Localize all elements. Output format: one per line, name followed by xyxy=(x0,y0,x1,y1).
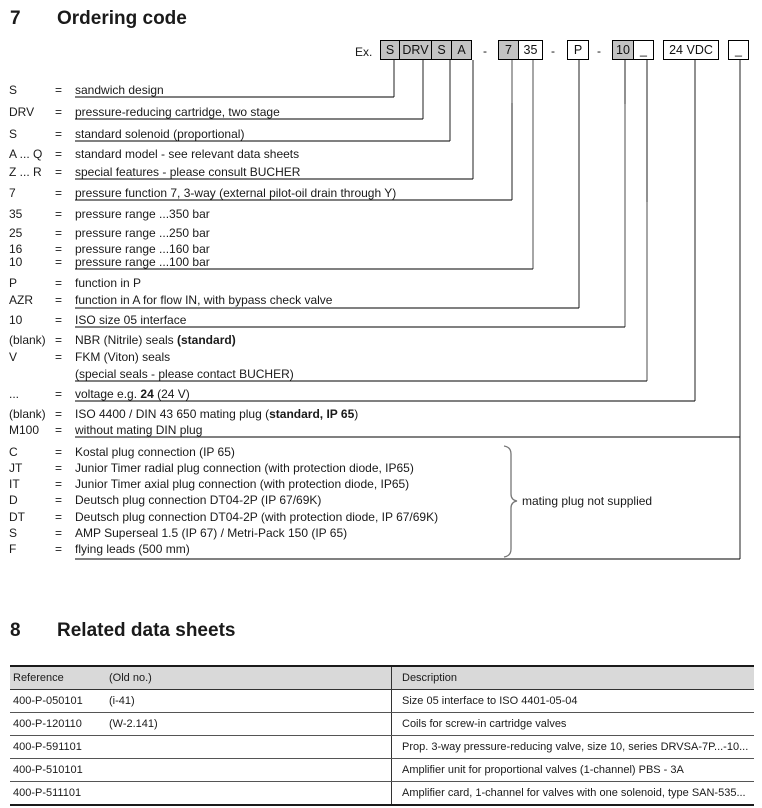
code-value: F xyxy=(9,542,17,556)
code-value: V xyxy=(9,350,18,364)
desc-text: special features - please consult BUCHER xyxy=(75,165,301,179)
code-row xyxy=(0,148,762,162)
code-value: A ... Q xyxy=(9,147,43,161)
description-cell: Amplifier card, 1-channel for valves with one solenoid, type SAN-535... xyxy=(392,782,755,806)
related-data-sheets-table xyxy=(10,665,754,806)
code-row xyxy=(0,446,762,460)
code-description xyxy=(75,208,210,221)
code-description xyxy=(75,277,141,290)
code-box-port-function xyxy=(567,40,589,60)
equals-sign: = xyxy=(55,293,63,307)
description-cell: Size 05 interface to ISO 4401-05-04 xyxy=(392,690,755,713)
code-value: D xyxy=(9,493,18,507)
code-value: IT xyxy=(9,477,20,491)
code-row xyxy=(0,187,762,201)
equals-sign: = xyxy=(55,186,63,200)
code-row xyxy=(0,294,762,308)
code-value: S xyxy=(9,83,18,97)
code-box-label: S xyxy=(385,43,395,57)
equals-sign: = xyxy=(55,350,63,364)
section-number: 7 xyxy=(10,8,21,29)
section-title: Ordering code xyxy=(57,8,187,29)
code-description xyxy=(75,527,347,540)
code-description xyxy=(75,408,358,421)
example-label: Ex. xyxy=(355,45,373,59)
code-row xyxy=(0,527,762,541)
desc-text: Deutsch plug connection DT04-2P (with protection diode, IP 67/69K) xyxy=(75,510,439,524)
equals-sign: = xyxy=(55,276,63,290)
code-row xyxy=(0,388,762,402)
equals-sign: = xyxy=(55,477,63,491)
old-no-cell: (W-2.141) xyxy=(106,713,392,736)
desc-text: pressure range ...160 bar xyxy=(75,242,210,256)
code-box-solenoid xyxy=(431,40,452,60)
code-description xyxy=(75,478,409,491)
code-description xyxy=(75,446,235,459)
code-value: JT xyxy=(9,461,23,475)
desc-text: pressure range ...350 bar xyxy=(75,207,210,221)
code-description xyxy=(75,368,294,381)
code-row xyxy=(0,166,762,180)
code-row xyxy=(0,368,762,382)
equals-sign: = xyxy=(55,226,63,240)
equals-sign: = xyxy=(55,127,63,141)
code-row xyxy=(0,128,762,142)
code-separator: - xyxy=(597,44,601,58)
reference-cell: 400-P-510101 xyxy=(10,759,106,782)
code-value: 10 xyxy=(9,313,23,327)
code-value: 16 xyxy=(9,242,23,256)
code-value: (blank) xyxy=(9,333,46,347)
code-value: P xyxy=(9,276,18,290)
code-box-label: _ xyxy=(735,43,742,57)
code-value: AZR xyxy=(9,293,33,307)
code-box-label: 35 xyxy=(523,43,538,57)
reference-cell: 400-P-120110 xyxy=(10,713,106,736)
code-row xyxy=(0,106,762,120)
desc-text: flying leads (500 mm) xyxy=(75,542,190,556)
equals-sign: = xyxy=(55,542,63,556)
code-value: 10 xyxy=(9,255,23,269)
code-row xyxy=(0,511,762,525)
code-box-interface xyxy=(612,40,634,60)
code-row xyxy=(0,208,762,222)
code-description xyxy=(75,227,210,240)
desc-text: (special seals - please contact BUCHER) xyxy=(75,367,294,381)
desc-text: ISO size 05 interface xyxy=(75,313,187,327)
section-number: 8 xyxy=(10,620,21,641)
equals-sign: = xyxy=(55,445,63,459)
code-description xyxy=(75,166,300,179)
code-row xyxy=(0,351,762,365)
code-box-label: 10 xyxy=(616,43,630,57)
code-row xyxy=(0,227,762,241)
brace-note: mating plug not supplied xyxy=(522,494,653,508)
code-box-model xyxy=(451,40,472,60)
table-row xyxy=(10,759,754,782)
code-value: Z ... R xyxy=(9,165,42,179)
code-box-label: 7 xyxy=(505,43,512,57)
code-value: DT xyxy=(9,510,25,524)
code-value: S xyxy=(9,526,18,540)
equals-sign: = xyxy=(55,423,63,437)
code-row xyxy=(0,256,762,270)
code-description xyxy=(75,256,210,269)
desc-text: function in P xyxy=(75,276,142,290)
desc-text: Deutsch plug connection DT04-2P (IP 67/69K) xyxy=(75,493,322,507)
code-description xyxy=(75,187,396,200)
code-value: ... xyxy=(9,387,20,401)
code-separator: - xyxy=(483,44,487,58)
equals-sign: = xyxy=(55,242,63,256)
column-header-description: Description xyxy=(392,666,755,690)
section-heading-related-data-sheets xyxy=(10,620,235,642)
description-cell: Amplifier unit for proportional valves (1-channel) PBS - 3A xyxy=(392,759,755,782)
code-row xyxy=(0,334,762,348)
reference-cell: 400-P-050101 xyxy=(10,690,106,713)
code-row xyxy=(0,314,762,328)
desc-post-text: (24 V) xyxy=(153,387,190,401)
equals-sign: = xyxy=(55,255,63,269)
code-row xyxy=(0,424,762,438)
desc-text: voltage e.g. xyxy=(75,387,141,401)
desc-bold-text: standard, IP 65 xyxy=(269,407,355,421)
column-header-old-no: (Old no.) xyxy=(106,666,392,690)
equals-sign: = xyxy=(55,105,63,119)
old-no-cell xyxy=(106,759,392,782)
code-box-plug xyxy=(728,40,749,60)
code-box-label: DRV xyxy=(402,43,429,57)
code-value: 35 xyxy=(9,207,23,221)
table-row xyxy=(10,782,754,806)
desc-text: FKM (Viton) seals xyxy=(75,350,171,364)
code-value: 25 xyxy=(9,226,23,240)
table-row xyxy=(10,690,754,713)
equals-sign: = xyxy=(55,407,63,421)
code-row xyxy=(0,408,762,422)
desc-text: NBR (Nitrile) seals xyxy=(75,333,178,347)
code-description xyxy=(75,294,332,307)
desc-text: pressure range ...100 bar xyxy=(75,255,210,269)
code-box-cartridge xyxy=(399,40,432,60)
equals-sign: = xyxy=(55,147,63,161)
old-no-cell xyxy=(106,736,392,759)
old-no-cell: (i-41) xyxy=(106,690,392,713)
table-header-row xyxy=(10,666,754,690)
section-title: Related data sheets xyxy=(57,620,236,641)
desc-text: without mating DIN plug xyxy=(75,423,203,437)
description-cell: Prop. 3-way pressure-reducing valve, size 10, series DRVSA-7P...-10... xyxy=(392,736,755,759)
code-row xyxy=(0,277,762,291)
code-row xyxy=(0,543,762,557)
code-box-label: A xyxy=(457,43,466,57)
code-description xyxy=(75,351,170,364)
desc-text: pressure function 7, 3-way (external pilot-oil drain through Y) xyxy=(75,186,397,200)
desc-text: ISO 4400 / DIN 43 650 mating plug ( xyxy=(75,407,270,421)
code-description xyxy=(75,128,244,141)
code-description xyxy=(75,84,164,97)
code-value: S xyxy=(9,127,18,141)
equals-sign: = xyxy=(55,313,63,327)
code-description xyxy=(75,511,438,524)
desc-text: Junior Timer axial plug connection (with protection diode, IP65) xyxy=(75,477,410,491)
code-description xyxy=(75,494,321,507)
code-box-pressure-range xyxy=(518,40,543,60)
equals-sign: = xyxy=(55,387,63,401)
code-description xyxy=(75,334,236,347)
table-row xyxy=(10,736,754,759)
old-no-cell xyxy=(106,782,392,806)
desc-text: sandwich design xyxy=(75,83,164,97)
equals-sign: = xyxy=(55,83,63,97)
section-heading-ordering-code xyxy=(10,8,187,30)
code-separator: - xyxy=(551,44,555,58)
reference-cell: 400-P-591101 xyxy=(10,736,106,759)
code-description xyxy=(75,424,202,437)
code-row xyxy=(0,478,762,492)
desc-bold-text: (standard) xyxy=(177,333,236,347)
desc-text: standard solenoid (proportional) xyxy=(75,127,245,141)
table-row xyxy=(10,713,754,736)
code-box-voltage xyxy=(663,40,719,60)
code-value: C xyxy=(9,445,18,459)
equals-sign: = xyxy=(55,461,63,475)
code-row xyxy=(0,84,762,98)
code-box-label: S xyxy=(437,43,446,57)
desc-bold-text: 24 xyxy=(140,387,154,401)
equals-sign: = xyxy=(55,207,63,221)
code-description xyxy=(75,106,280,119)
desc-text: Kostal plug connection (IP 65) xyxy=(75,445,235,459)
column-header-reference: Reference xyxy=(10,666,106,690)
desc-text: Junior Timer radial plug connection (with protection diode, IP65) xyxy=(75,461,414,475)
code-box-sandwich xyxy=(380,40,400,60)
desc-text: pressure-reducing cartridge, two stage xyxy=(75,105,280,119)
desc-text: standard model - see relevant data sheets xyxy=(75,147,300,161)
code-box-label: P xyxy=(573,43,583,57)
desc-post-text: ) xyxy=(354,407,359,421)
code-box-seals xyxy=(633,40,654,60)
code-value: DRV xyxy=(9,105,35,119)
code-box-function xyxy=(498,40,519,60)
desc-text: AMP Superseal 1.5 (IP 67) / Metri-Pack 150 (IP 65) xyxy=(75,526,348,540)
code-row xyxy=(0,462,762,476)
equals-sign: = xyxy=(55,333,63,347)
code-description xyxy=(75,314,186,327)
equals-sign: = xyxy=(55,493,63,507)
code-value: M100 xyxy=(9,423,40,437)
code-description xyxy=(75,543,190,556)
code-box-label: _ xyxy=(640,43,647,57)
code-box-label: 24 VDC xyxy=(669,43,713,57)
code-description xyxy=(75,388,190,401)
code-value: 7 xyxy=(9,186,16,200)
equals-sign: = xyxy=(55,165,63,179)
desc-text: pressure range ...250 bar xyxy=(75,226,210,240)
code-description xyxy=(75,148,299,161)
description-cell: Coils for screw-in cartridge valves xyxy=(392,713,755,736)
equals-sign: = xyxy=(55,510,63,524)
code-description xyxy=(75,462,414,475)
desc-text: function in A for flow IN, with bypass check valve xyxy=(75,293,333,307)
equals-sign: = xyxy=(55,526,63,540)
code-value: (blank) xyxy=(9,407,46,421)
reference-cell: 400-P-511101 xyxy=(13,787,82,799)
